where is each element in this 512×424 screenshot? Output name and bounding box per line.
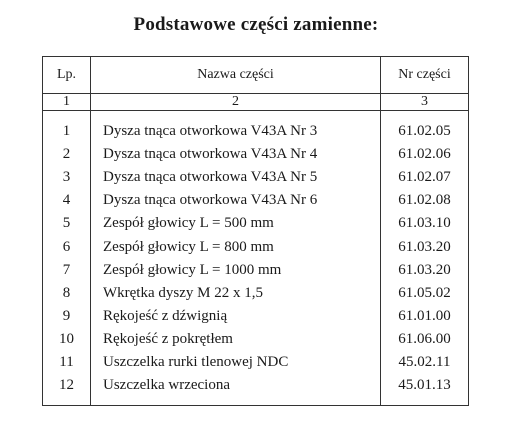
header-part-name: Nazwa części <box>91 57 381 94</box>
row-part-name: Uszczelka wrzeciona <box>91 374 381 397</box>
row-part-name: Wkrętka dyszy M 22 x 1,5 <box>91 282 381 305</box>
row-part-number: 45.01.13 <box>381 374 469 397</box>
row-part-name: Zespół głowicy L = 500 mm <box>91 212 381 235</box>
row-lp: 8 <box>43 282 91 305</box>
row-part-number: 45.02.11 <box>381 351 469 374</box>
row-part-number: 61.02.05 <box>381 120 469 143</box>
row-part-name: Rękojeść z dźwignią <box>91 305 381 328</box>
column-number-2: 2 <box>91 94 381 111</box>
row-lp: 9 <box>43 305 91 328</box>
table-body <box>43 120 469 397</box>
table-row <box>43 143 469 166</box>
table-row <box>43 212 469 235</box>
row-lp: 1 <box>43 120 91 143</box>
row-part-name: Dysza tnąca otworkowa V43A Nr 4 <box>91 143 381 166</box>
table-row <box>43 120 469 143</box>
table-header-row <box>43 57 469 94</box>
row-lp: 7 <box>43 259 91 282</box>
table-row <box>43 351 469 374</box>
table-row <box>43 166 469 189</box>
row-part-name: Rękojeść z pokrętłem <box>91 328 381 351</box>
spacer-row <box>43 111 469 121</box>
row-part-number: 61.01.00 <box>381 305 469 328</box>
row-lp: 10 <box>43 328 91 351</box>
table-row <box>43 235 469 258</box>
row-part-name: Dysza tnąca otworkowa V43A Nr 6 <box>91 189 381 212</box>
header-lp: Lp. <box>43 57 91 94</box>
column-number-1: 1 <box>43 94 91 111</box>
table-row <box>43 328 469 351</box>
row-part-name: Dysza tnąca otworkowa V43A Nr 3 <box>91 120 381 143</box>
row-lp: 12 <box>43 374 91 397</box>
bottom-spacer-row <box>43 397 469 406</box>
row-part-number: 61.06.00 <box>381 328 469 351</box>
row-part-number: 61.02.07 <box>381 166 469 189</box>
row-lp: 5 <box>43 212 91 235</box>
table-row <box>43 189 469 212</box>
table-row <box>43 374 469 397</box>
row-lp: 4 <box>43 189 91 212</box>
row-part-name: Uszczelka rurki tlenowej NDC <box>91 351 381 374</box>
row-part-number: 61.03.20 <box>381 259 469 282</box>
row-lp: 6 <box>43 235 91 258</box>
page-title: Podstawowe części zamienne: <box>133 14 379 35</box>
row-part-number: 61.02.08 <box>381 189 469 212</box>
row-part-number: 61.02.06 <box>381 143 469 166</box>
spare-parts-table <box>42 56 469 406</box>
column-number-row <box>43 94 469 111</box>
row-part-number: 61.05.02 <box>381 282 469 305</box>
header-part-number: Nr części <box>381 57 469 94</box>
table-row <box>43 282 469 305</box>
row-part-number: 61.03.10 <box>381 212 469 235</box>
row-lp: 11 <box>43 351 91 374</box>
row-lp: 3 <box>43 166 91 189</box>
table-row <box>43 305 469 328</box>
table-row <box>43 259 469 282</box>
row-part-number: 61.03.20 <box>381 235 469 258</box>
column-number-3: 3 <box>381 94 469 111</box>
row-part-name: Zespół głowicy L = 1000 mm <box>91 259 381 282</box>
row-lp: 2 <box>43 143 91 166</box>
row-part-name: Dysza tnąca otworkowa V43A Nr 5 <box>91 166 381 189</box>
row-part-name: Zespół głowicy L = 800 mm <box>91 235 381 258</box>
